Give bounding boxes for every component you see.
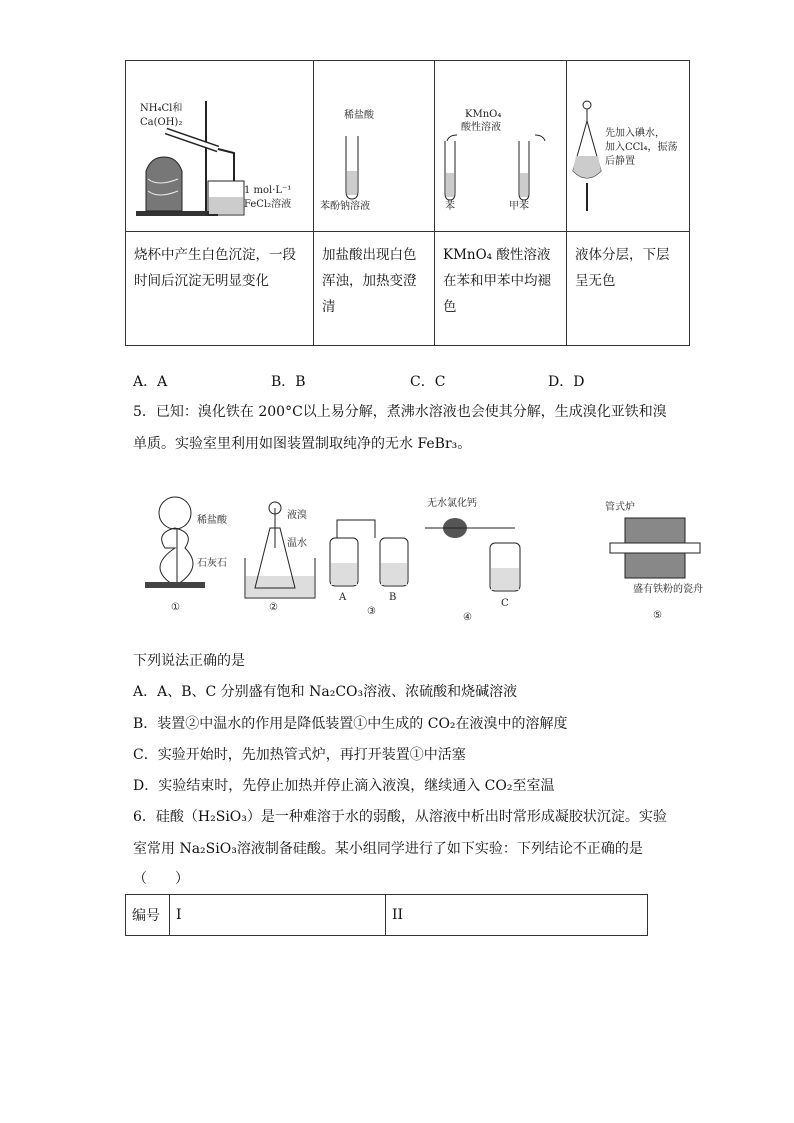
label-hcl: 稀盐酸	[344, 110, 374, 121]
fig-num-3: ③	[367, 606, 376, 617]
observation-d: 液体分层，下层呈无色	[567, 232, 690, 346]
label-benzene: 苯	[445, 201, 455, 212]
fig-label-warmwater: 温水	[287, 538, 307, 549]
fig-num-2: ②	[269, 602, 278, 613]
q5-option-a[interactable]: A．A、B、C 分别盛有饱和 Na₂CO₃溶液、浓硫酸和烧碱溶液	[133, 684, 518, 700]
q5-apparatus-figure	[125, 488, 725, 628]
label-phenoxide: 苯酚钠溶液	[320, 201, 370, 212]
q6-header-2: II	[386, 895, 648, 936]
label-acidic: 酸性溶液	[461, 122, 501, 133]
fig-num-1: ①	[171, 602, 180, 613]
observation-a: 烧杯中产生白色沉淀，一段时间后沉淀无明显变化	[126, 232, 314, 346]
q5-option-c[interactable]: C．实验开始时，先加热管式炉，再打开装置①中活塞	[133, 747, 466, 763]
fig-num-5: ⑤	[653, 610, 662, 621]
q6-answer-blank: （ ）	[133, 871, 189, 887]
label-nh4cl: NH₄Cl和	[140, 103, 183, 114]
q6-header-number: 编号	[126, 895, 170, 936]
fig-label-b: B	[389, 592, 397, 603]
q6-experiment-table	[125, 894, 648, 936]
q5-stem-line2: 单质。实验室里利用如图装置制取纯净的无水 FeBr₃。	[133, 436, 472, 452]
q6-stem-line1: 6．硅酸（H₂SiO₃）是一种难溶于水的弱酸，从溶液中析出时常形成凝胶状沉淀。实验	[133, 809, 667, 825]
apparatus-table	[125, 60, 690, 346]
label-ccl4: 加入CCl₄，振荡	[605, 142, 678, 153]
label-iodine: 先加入碘水，	[605, 128, 665, 139]
fig-label-boat: 盛有铁粉的瓷舟	[633, 584, 703, 595]
q4-option-d[interactable]: D．D	[548, 374, 585, 390]
apparatus-c-figure	[435, 61, 567, 232]
label-fecl2: FeCl₂溶液	[244, 199, 292, 210]
fig-label-furnace: 管式炉	[605, 502, 635, 513]
fig-num-4: ④	[463, 612, 472, 623]
q4-option-b[interactable]: B．B	[271, 374, 306, 390]
q4-option-c[interactable]: C．C	[410, 374, 446, 390]
label-kmno4: KMnO₄	[465, 109, 502, 120]
apparatus-d-figure	[567, 61, 690, 232]
fig-label-a: A	[339, 592, 347, 603]
fig-label-c: C	[501, 598, 509, 609]
q4-option-a[interactable]: A．A	[133, 374, 168, 390]
q6-stem-line2: 室常用 Na₂SiO₃溶液制备硅酸。某小组同学进行了如下实验：下列结论不正确的是	[133, 841, 643, 857]
apparatus-b-figure	[314, 61, 435, 232]
observation-b: 加盐酸出现白色浑浊，加热变澄清	[314, 232, 435, 346]
apparatus-a-figure	[126, 61, 314, 232]
q5-option-d[interactable]: D．实验结束时，先停止加热并停止滴入液溴，继续通入 CO₂至室温	[133, 778, 555, 794]
fig-label-limestone: 石灰石	[197, 558, 227, 569]
fig-label-br2: 液溴	[287, 510, 307, 521]
q5-option-b[interactable]: B．装置②中温水的作用是降低装置①中生成的 CO₂在液溴中的溶解度	[133, 716, 568, 732]
fig-label-cacl2: 无水氯化钙	[427, 498, 477, 509]
label-toluene: 甲苯	[509, 201, 529, 212]
observation-c: KMnO₄ 酸性溶液在苯和甲苯中均褪色	[435, 232, 567, 346]
q6-header-1: I	[170, 895, 386, 936]
label-stand: 后静置	[605, 156, 635, 167]
q5-prompt: 下列说法正确的是	[133, 653, 245, 669]
fig-label-hcl: 稀盐酸	[197, 515, 227, 526]
q5-stem-line1: 5．已知：溴化铁在 200°C以上易分解，煮沸水溶液也会使其分解，生成溴化亚铁和溴	[133, 404, 667, 420]
label-caoh2: Ca(OH)₂	[140, 117, 183, 128]
label-conc: 1 mol·L⁻¹	[244, 185, 292, 196]
